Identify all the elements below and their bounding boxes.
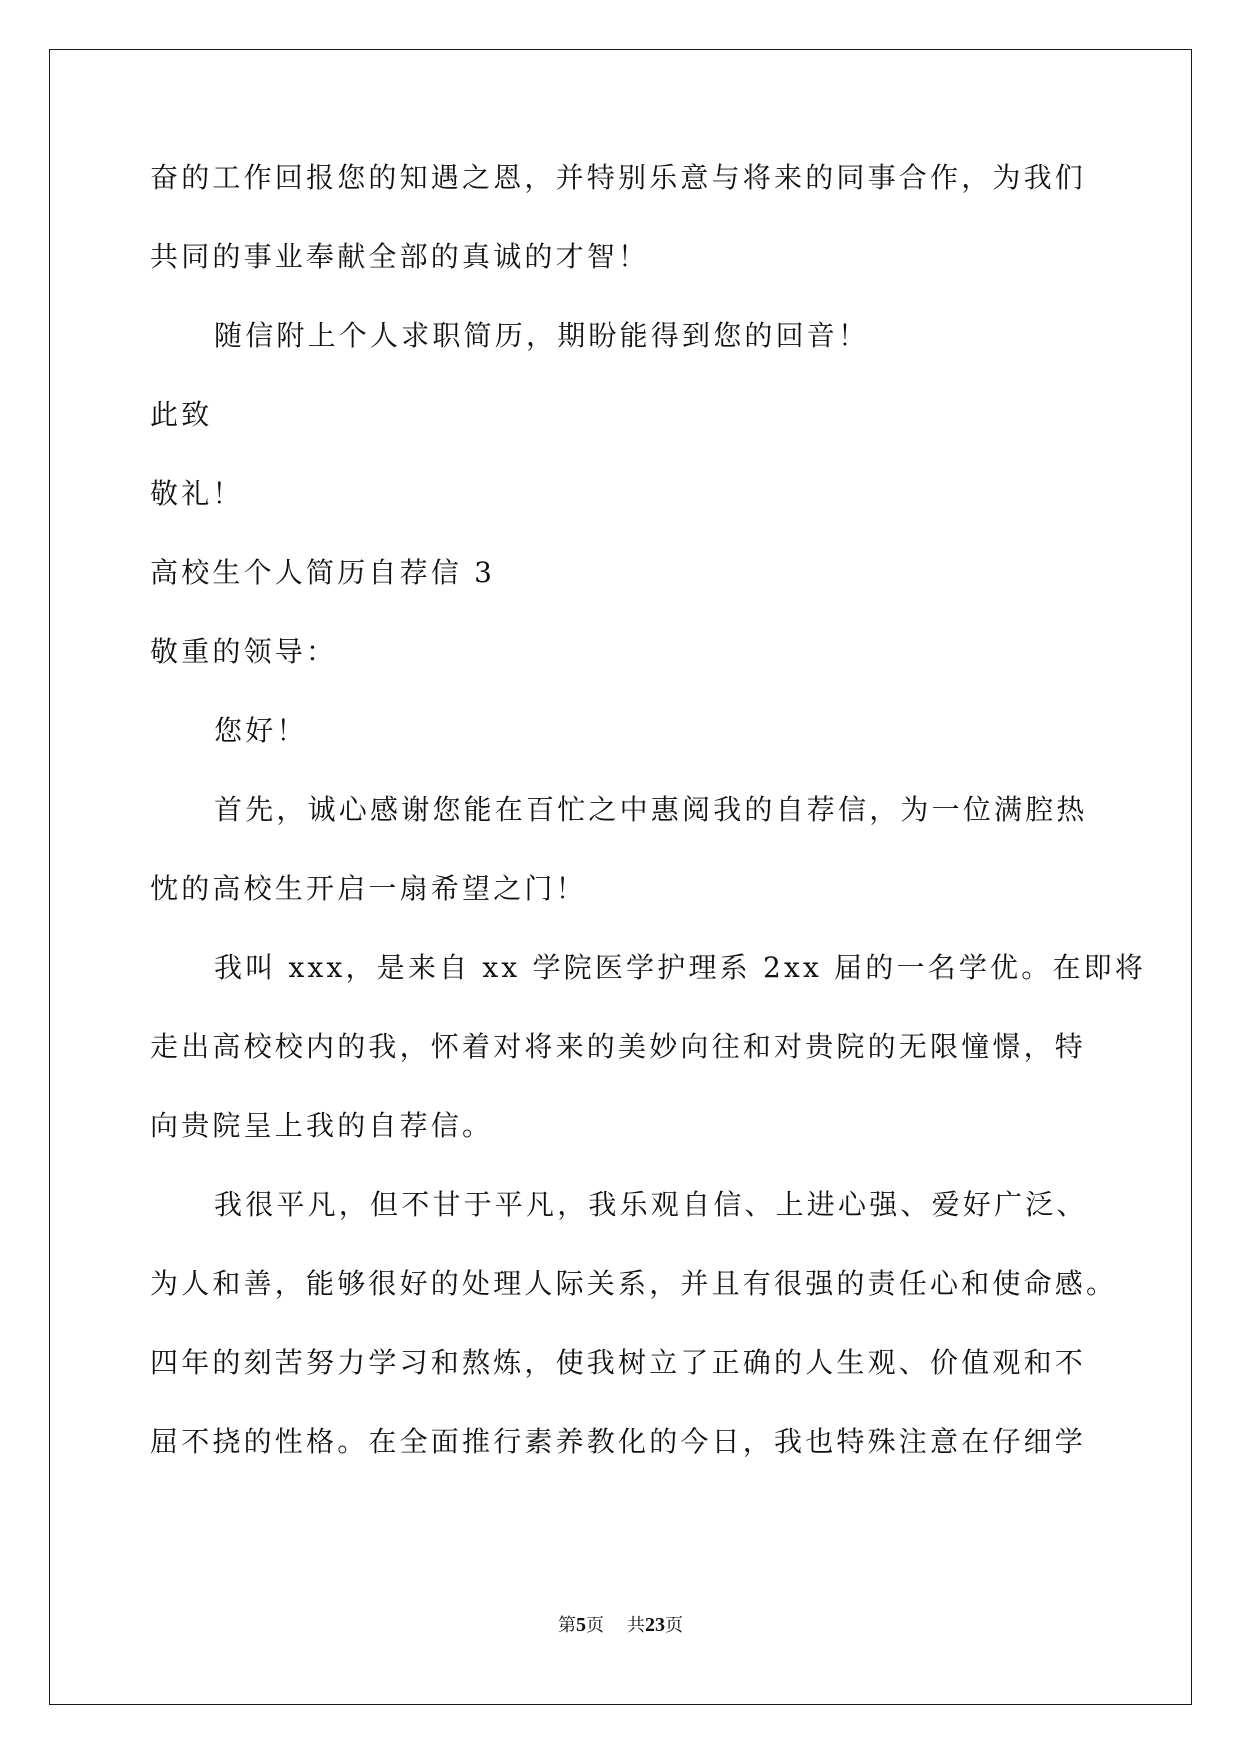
text-line: 随信附上个人求职简历，期盼能得到您的回音！ (214, 319, 870, 352)
footer-total-prefix: 共 (626, 1615, 645, 1636)
text-line: 为人和善，能够很好的处理人际关系，并且有很强的责任心和使命感。 (150, 1267, 1118, 1300)
text-line: 我叫 xxx，是来自 xx 学院医学护理系 2xx 届的一名学优。在即将 (214, 951, 1147, 984)
document-body (150, 161, 1147, 1506)
text-line: 奋的工作回报您的知遇之恩，并特别乐意与将来的同事合作，为我们 (150, 161, 1087, 194)
greeting-line: 敬重的领导： (150, 635, 338, 668)
text-line: 向贵院呈上我的自荐信。 (150, 1109, 494, 1142)
footer-page-unit: 页 (586, 1615, 605, 1636)
footer-prefix: 第 (558, 1615, 577, 1636)
footer-total-unit: 页 (664, 1615, 683, 1636)
text-line: 走出高校校内的我，怀着对将来的美妙向往和对贵院的无限憧憬，特 (150, 1030, 1087, 1063)
text-line: 我很平凡，但不甘于平凡，我乐观自信、上进心强、爱好广泛、 (214, 1188, 1088, 1221)
page-footer (0, 1611, 1241, 1637)
salutation-line: 敬礼！ (150, 477, 244, 510)
text-line: 共同的事业奉献全部的真诚的才智！ (150, 240, 650, 273)
text-line: 首先，诚心感谢您能在百忙之中惠阅我的自荐信，为一位满腔热 (214, 793, 1088, 826)
closing-line: 此致 (150, 398, 213, 431)
total-pages: 23 (644, 1614, 665, 1636)
page-number: 5 (576, 1614, 587, 1636)
text-line: 屈不挠的性格。在全面推行素养教化的今日，我也特殊注意在仔细学 (150, 1425, 1087, 1458)
section-heading: 高校生个人简历自荐信 3 (150, 556, 496, 589)
text-line: 您好！ (214, 714, 308, 747)
text-line: 忱的高校生开启一扇希望之门！ (150, 872, 587, 905)
text-line: 四年的刻苦努力学习和熬炼，使我树立了正确的人生观、价值观和不 (150, 1346, 1087, 1379)
